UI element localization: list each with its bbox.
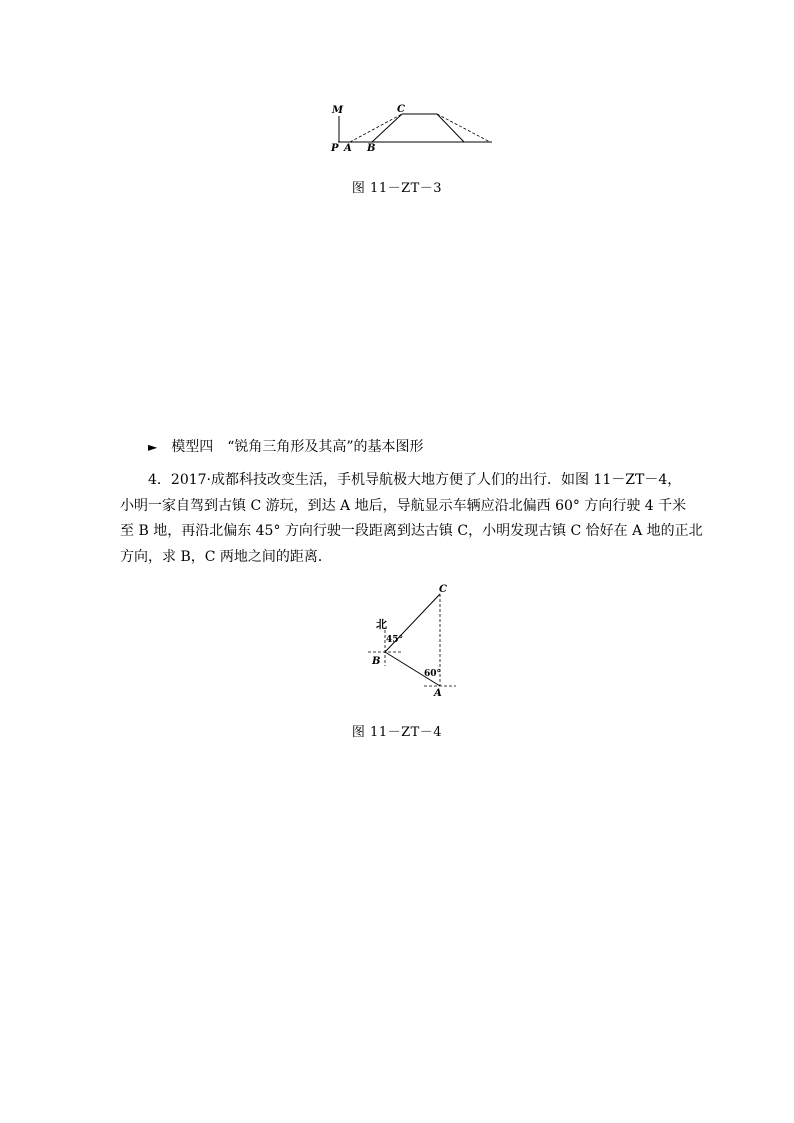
label-b: B bbox=[372, 656, 381, 667]
label-c: C bbox=[397, 104, 405, 115]
label-m: M bbox=[332, 105, 344, 116]
problem-line-1: 4．2017·成都科技改变生活，手机导航极大地方便了人们的出行．如图 11－ZT－4， bbox=[148, 472, 682, 488]
figure-4-caption: 图 11－ZT－4 bbox=[351, 725, 443, 740]
slope-right bbox=[437, 114, 464, 142]
label-a: A bbox=[344, 143, 352, 154]
label-north: 北 bbox=[376, 618, 387, 631]
problem-4 bbox=[120, 468, 703, 570]
figure-11-zt-3 bbox=[320, 98, 500, 158]
extended-slope bbox=[437, 114, 490, 142]
section-title: 模型四 “锐角三角形及其高”的基本图形 bbox=[171, 439, 424, 455]
label-angle-45: 45° bbox=[386, 635, 404, 645]
problem-line-3: 至 B 地，再沿北偏东 45° 方向行驶一段距离到达古镇 C，小明发现古镇 C 恰好在 A 地的正北 bbox=[120, 523, 703, 539]
section-heading bbox=[148, 436, 424, 456]
slope-left bbox=[372, 114, 402, 142]
label-b: B bbox=[367, 143, 376, 154]
label-angle-60: 60° bbox=[424, 669, 442, 679]
label-a: A bbox=[434, 688, 442, 699]
figure-11-zt-4 bbox=[360, 582, 470, 702]
triangle-marker-icon: ► bbox=[148, 440, 158, 454]
label-c: C bbox=[439, 584, 447, 595]
problem-line-2: 小明一家自驾到古镇 C 游玩，到达 A 地后，导航显示车辆应沿北偏西 60° 方向行驶 4 千米 bbox=[120, 497, 687, 514]
figure-3-caption: 图 11－ZT－3 bbox=[351, 181, 443, 196]
problem-line-4: 方向，求 B，C 两地之间的距离． bbox=[120, 548, 332, 565]
label-p: P bbox=[331, 143, 339, 154]
